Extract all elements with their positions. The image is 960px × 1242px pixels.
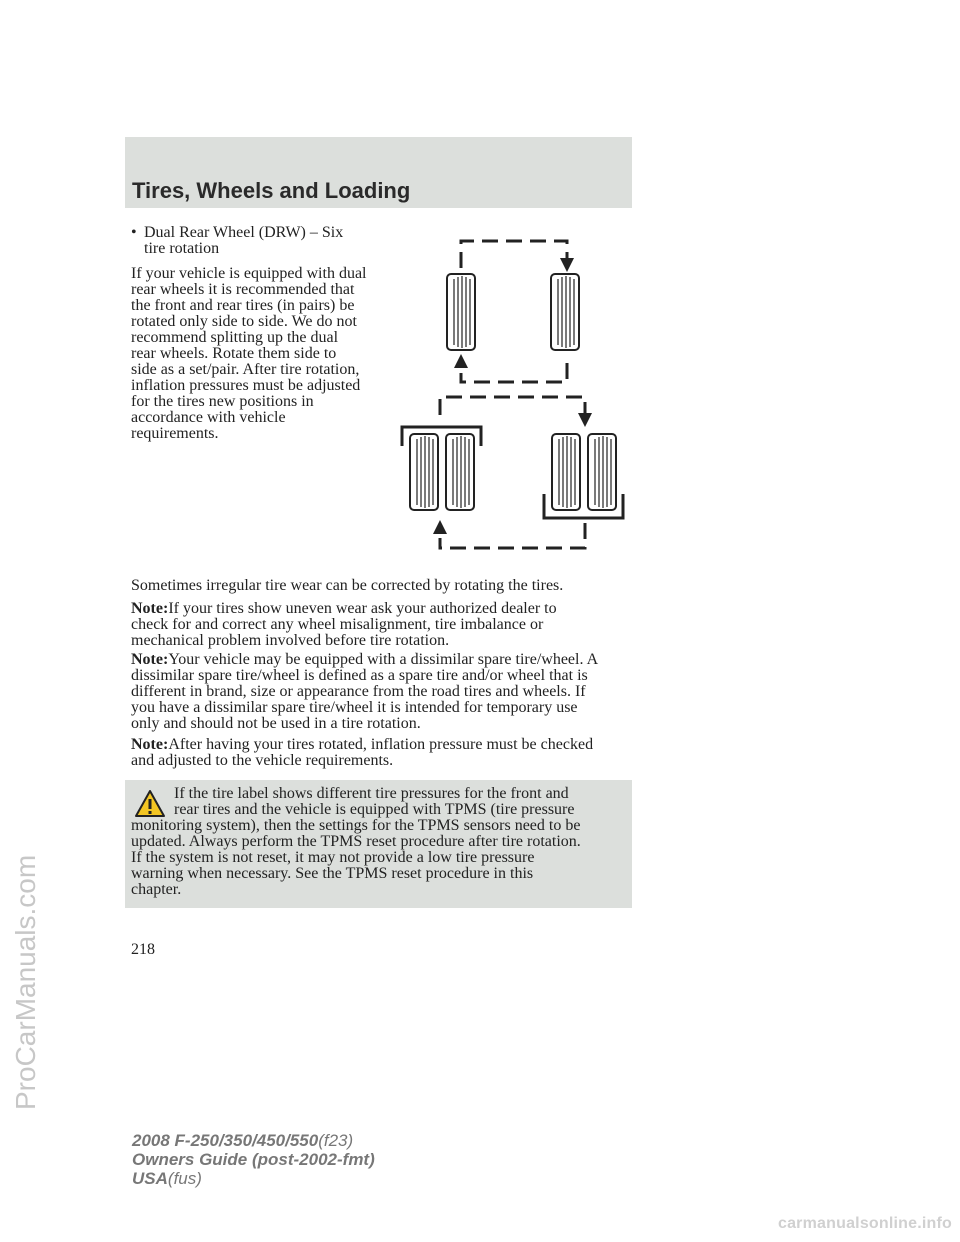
note-line: you have a dissimilar spare tire/wheel it is intended for temporary use [131,699,578,716]
paragraph-line: accordance with vehicle [131,409,286,426]
bullet-line: Dual Rear Wheel (DRW) – Six [144,224,344,241]
footer-region-code: (fus) [167,1169,202,1188]
irregular-wear-paragraph: Sometimes irregular tire wear can be corrected by rotating the tires. [131,577,564,594]
bullet-line: tire rotation [144,240,220,257]
paragraph-line: inflation pressures must be adjusted [131,377,361,394]
note-line: mechanical problem involved before tire rotation. [131,632,450,649]
front-left-tire [447,274,475,350]
warning-line: updated. Always perform the TPMS reset procedure after tire rotation. [131,833,581,850]
note-line: different in brand, size or appearance from the road tires and wheels. If [131,683,586,700]
note-label: Note: [131,736,169,753]
warning-line: If the system is not reset, it may not provide a low tire pressure [131,849,535,866]
footer-region: USA [132,1169,168,1188]
note-line: only and should not be used in a tire rotation. [131,715,421,732]
note-line: dissimilar spare tire/wheel is defined as a spare tire and/or wheel that is [131,667,588,684]
arrow-up-icon [454,354,468,368]
paragraph-line: the front and rear tires (in pairs) be [131,297,355,314]
rear-left-outer-tire [410,434,438,510]
footer-code: (f23) [318,1131,354,1150]
bullet-dot: • [131,224,137,241]
note-line: If your tires show uneven wear ask your authorized dealer to [168,600,557,617]
watermark-bottom: carmanualsonline.info [777,1215,952,1232]
tpms-warning [131,786,623,898]
warning-line: warning when necessary. See the TPMS reset procedure in this [131,865,534,882]
paragraph-line: requirements. [131,425,219,442]
document-footer [132,1131,375,1188]
rear-right-outer-tire [588,434,616,510]
paragraph-line: recommend splitting up the dual [131,329,339,346]
paragraph-line: side as a set/pair. After tire rotation, [131,361,360,378]
note-line: After having your tires rotated, inflation pressure must be checked [168,736,594,753]
page-number: 218 [131,941,155,958]
paragraph-line: If your vehicle is equipped with dual [131,265,367,282]
note-line: Your vehicle may be equipped with a dissimilar spare tire/wheel. A [168,651,599,668]
warning-line: rear tires and the vehicle is equipped with TPMS (tire pressure [174,801,575,818]
paragraph-line: for the tires new positions in [131,393,314,410]
note-uneven-wear [131,601,631,649]
page-section-title: Tires, Wheels and Loading [132,178,411,203]
paragraph-line: rear wheels it is recommended that [131,281,355,298]
warning-line: chapter. [131,881,182,898]
warning-line: If the tire label shows different tire pressures for the front and [174,785,569,802]
rear-right-inner-tire [552,434,580,510]
note-line: check for and correct any wheel misalignment, tire imbalance or [131,616,544,633]
note-dissimilar-spare [131,652,631,732]
arrow-up-icon [433,520,447,534]
rear-left-inner-tire [446,434,474,510]
note-line: and adjusted to the vehicle requirements. [131,752,394,769]
warning-line: monitoring system), then the settings for the TPMS sensors need to be [131,817,581,834]
footer-model: 2008 F-250/350/450/550 [132,1131,319,1150]
note-label: Note: [131,600,169,617]
arrow-down-icon [578,413,592,427]
note-label: Note: [131,651,169,668]
dual-rear-wheel-rotation-diagram [395,230,635,560]
dual-rear-wheel-paragraph [131,266,386,442]
watermark-left: ProCarManuals.com [10,854,41,1110]
arrow-down-icon [560,258,574,272]
front-right-tire [551,274,579,350]
footer-guide: Owners Guide (post-2002-fmt) [132,1150,375,1169]
paragraph-line: rotated only side to side. We do not [131,313,357,330]
note-inflation-check [131,737,631,769]
paragraph-line: rear wheels. Rotate them side to [131,345,337,362]
bullet-item [131,225,391,257]
